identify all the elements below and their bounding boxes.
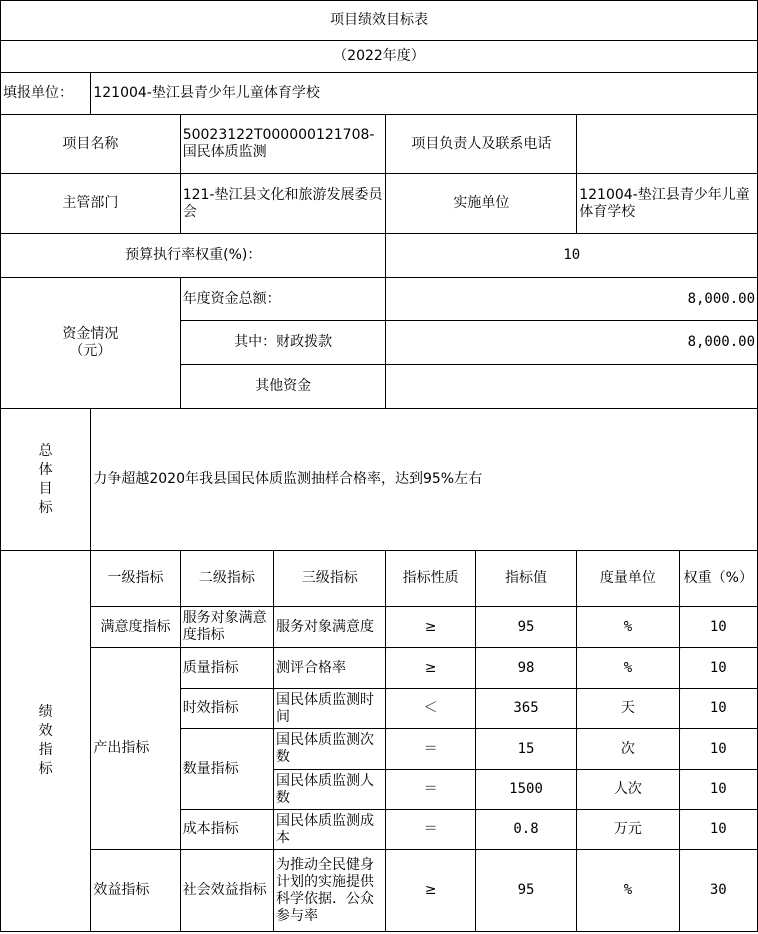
unit-cell: %	[577, 850, 679, 932]
fiscal-allocation-label: 其中：财政拨款	[180, 321, 386, 365]
weight-cell: 10	[679, 729, 757, 770]
header-nature: 指标性质	[386, 551, 475, 607]
budget-weight-label: 预算执行率权重(%)：	[1, 234, 386, 278]
project-owner-value	[577, 115, 758, 174]
weight-cell: 10	[679, 689, 757, 729]
annual-total-value: 8,000.00	[386, 278, 758, 321]
level2-cell: 服务对象满意度指标	[180, 607, 273, 648]
level3-cell: 国民体质监测人数	[274, 770, 386, 810]
level3-cell: 国民体质监测时间	[274, 689, 386, 729]
nature-cell: ≥	[386, 850, 475, 932]
level2-cell: 时效指标	[180, 689, 273, 729]
level2-cell: 社会效益指标	[180, 850, 273, 932]
weight-cell: 10	[679, 770, 757, 810]
perf-indicator-label-text: 绩效指标	[38, 704, 53, 777]
weight-cell: 10	[679, 607, 757, 648]
implementing-unit-label: 实施单位	[386, 174, 577, 234]
unit-cell: 万元	[577, 810, 679, 850]
funds-label-line2: （元）	[69, 343, 112, 359]
header-level2: 二级指标	[180, 551, 273, 607]
level1-cell: 满意度指标	[91, 607, 180, 648]
level2-cell: 数量指标	[180, 729, 273, 810]
unit-cell: %	[577, 607, 679, 648]
funds-label-line1: 资金情况	[62, 326, 119, 342]
project-name-value: 50023122T000000121708-国民体质监测	[180, 115, 386, 174]
table-row	[1, 850, 758, 932]
level2-cell: 质量指标	[180, 648, 273, 689]
level3-cell: 服务对象满意度	[274, 607, 386, 648]
header-value: 指标值	[475, 551, 576, 607]
value-cell: 95	[475, 850, 576, 932]
unit-cell: 天	[577, 689, 679, 729]
unit-cell: 人次	[577, 770, 679, 810]
level3-cell: 为推动全民健身计划的实施提供科学依据．公众参与率	[274, 850, 386, 932]
project-name-label: 项目名称	[1, 115, 181, 174]
unit-cell: 次	[577, 729, 679, 770]
table-row	[1, 607, 758, 648]
table-row	[1, 648, 758, 689]
weight-cell: 10	[679, 648, 757, 689]
project-owner-label: 项目负责人及联系电话	[386, 115, 577, 174]
nature-cell: ≥	[386, 648, 475, 689]
annual-total-label: 年度资金总额：	[180, 278, 386, 321]
implementing-unit-value: 121004-垫江县青少年儿童体育学校	[577, 174, 758, 234]
value-cell: 95	[475, 607, 576, 648]
header-unit: 度量单位	[577, 551, 679, 607]
level1-cell: 效益指标	[91, 850, 180, 932]
level1-cell: 产出指标	[91, 648, 180, 850]
value-cell: 365	[475, 689, 576, 729]
report-unit-label: 填报单位：	[1, 73, 91, 115]
budget-weight-value: 10	[386, 234, 758, 278]
weight-cell: 30	[679, 850, 757, 932]
nature-cell: ≥	[386, 607, 475, 648]
value-cell: 98	[475, 648, 576, 689]
level3-cell: 国民体质监测次数	[274, 729, 386, 770]
value-cell: 15	[475, 729, 576, 770]
level3-cell: 国民体质监测成本	[274, 810, 386, 850]
header-weight: 权重（%）	[679, 551, 757, 607]
header-level3: 三级指标	[274, 551, 386, 607]
overall-goal-label-text: 总体目标	[38, 442, 53, 516]
nature-cell: ＜	[386, 689, 475, 729]
supervising-dept-label: 主管部门	[1, 174, 181, 234]
value-cell: 1500	[475, 770, 576, 810]
nature-cell: ＝	[386, 729, 475, 770]
sheet-year: （2022年度）	[1, 41, 758, 73]
value-cell: 0.8	[475, 810, 576, 850]
level2-cell: 成本指标	[180, 810, 273, 850]
report-unit-value: 121004-垫江县青少年儿童体育学校	[91, 73, 758, 115]
overall-goal-label	[1, 409, 91, 551]
fiscal-allocation-value: 8,000.00	[386, 321, 758, 365]
nature-cell: ＝	[386, 810, 475, 850]
weight-cell: 10	[679, 810, 757, 850]
funds-label	[1, 278, 181, 409]
supervising-dept-value: 121-垫江县文化和旅游发展委员会	[180, 174, 386, 234]
level3-cell: 测评合格率	[274, 648, 386, 689]
header-level1: 一级指标	[91, 551, 180, 607]
sheet-title: 项目绩效目标表	[1, 1, 758, 41]
perf-indicator-label	[1, 551, 91, 932]
overall-goal-text: 力争超越2020年我县国民体质监测抽样合格率，达到95%左右	[91, 409, 758, 551]
unit-cell: %	[577, 648, 679, 689]
nature-cell: ＝	[386, 770, 475, 810]
other-funds-value	[386, 365, 758, 409]
other-funds-label: 其他资金	[180, 365, 386, 409]
